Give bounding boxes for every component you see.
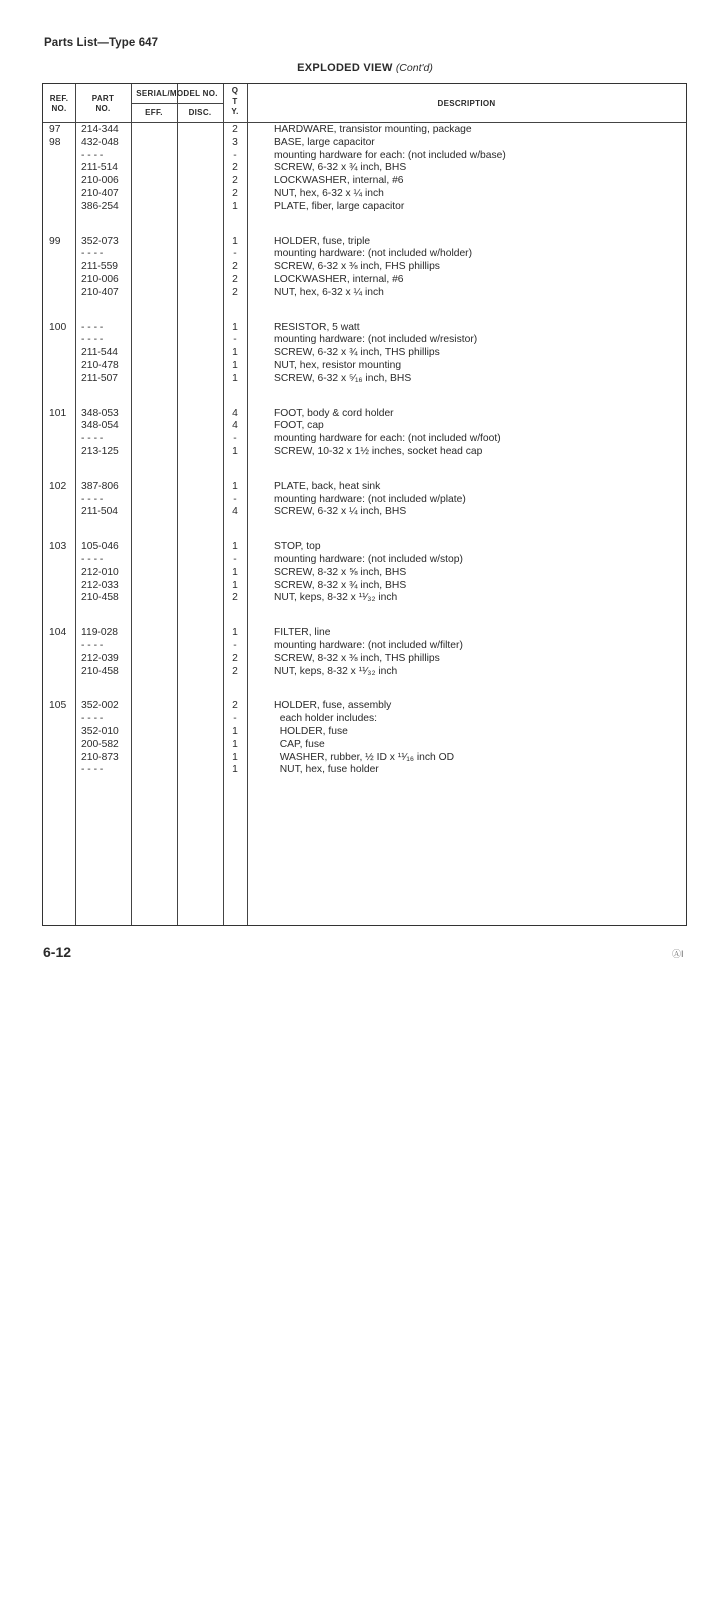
row-description: FILTER, line: [274, 627, 331, 639]
row-description: each holder includes:: [274, 713, 378, 725]
row-qty: 2: [232, 261, 238, 273]
row-qty: -: [233, 149, 237, 161]
row-qty: 1: [232, 235, 238, 247]
header-divider: [43, 122, 686, 123]
col-header-ref: REF. NO.: [49, 94, 69, 113]
row-part-no: - - - -: [81, 493, 104, 505]
row-description: NUT, hex, resistor mounting: [274, 360, 402, 371]
row-part-no: 211-514: [81, 162, 119, 174]
row-part-no: 119-028: [81, 627, 119, 639]
row-description: mounting hardware: (not included w/plate): [274, 493, 466, 505]
row-qty: 3: [232, 136, 238, 148]
row-qty: -: [233, 248, 237, 260]
row-qty: -: [233, 713, 237, 725]
row-qty: 1: [232, 480, 238, 492]
row-qty: 2: [232, 700, 238, 712]
row-part-no: 211-559: [81, 261, 119, 273]
row-qty: -: [233, 433, 237, 445]
column-divider: [75, 84, 76, 925]
row-description: HOLDER, fuse, triple: [274, 235, 371, 247]
row-qty: 1: [232, 751, 238, 763]
row-part-no: 348-053: [81, 407, 119, 419]
publisher-mark: ⒶI: [672, 949, 684, 959]
row-qty: 1: [232, 321, 238, 333]
row-description: WASHER, rubber, ½ ID x ¹¹⁄₁₆ inch OD: [274, 751, 455, 763]
row-qty: 2: [232, 175, 238, 187]
row-part-no: 211-504: [81, 506, 119, 518]
row-part-no: 210-006: [81, 274, 119, 285]
row-ref-no: 97: [49, 124, 61, 135]
row-part-no: - - - -: [81, 554, 104, 565]
row-description: mounting hardware: (not included w/holder): [274, 248, 473, 260]
row-description: SCREW, 8-32 x ⅜ inch, THS phillips: [274, 652, 440, 664]
row-qty: -: [233, 334, 237, 346]
row-description: HOLDER, fuse, assembly: [274, 700, 392, 712]
row-qty: 1: [232, 726, 238, 737]
row-description: SCREW, 8-32 x ¾ inch, BHS: [274, 579, 407, 591]
row-part-no: 212-039: [81, 652, 119, 664]
row-qty: 1: [232, 360, 238, 371]
row-part-no: 210-478: [81, 360, 119, 371]
row-part-no: 210-458: [81, 665, 119, 677]
row-ref-no: 103: [49, 541, 67, 553]
row-ref-no: 104: [49, 627, 67, 639]
row-qty: 4: [232, 407, 238, 419]
row-description: SCREW, 6-32 x ⁵⁄₁₆ inch, BHS: [274, 372, 412, 384]
row-description: SCREW, 6-32 x ¾ inch, THS phillips: [274, 347, 440, 359]
row-part-no: 386-254: [81, 200, 119, 212]
row-description: HARDWARE, transistor mounting, package: [274, 124, 472, 135]
row-part-no: 352-002: [81, 700, 119, 712]
row-ref-no: 98: [49, 136, 61, 148]
row-part-no: 211-507: [81, 372, 119, 384]
row-part-no: 352-010: [81, 726, 119, 737]
col-header-qty: Q T Y.: [231, 86, 239, 116]
row-ref-no: 102: [49, 480, 67, 492]
row-description: PLATE, fiber, large capacitor: [274, 200, 405, 212]
row-description: mounting hardware for each: (not included w/base): [274, 149, 506, 161]
row-part-no: 210-006: [81, 175, 119, 187]
row-qty: 1: [232, 579, 238, 591]
row-part-no: 210-458: [81, 592, 119, 604]
row-ref-no: 99: [49, 235, 61, 247]
col-header-serial: SERIAL/MODEL NO.: [136, 89, 218, 98]
row-qty: 2: [232, 652, 238, 664]
row-description: NUT, hex, fuse holder: [274, 764, 379, 776]
row-part-no: - - - -: [81, 640, 104, 651]
row-part-no: 212-033: [81, 579, 119, 591]
row-part-no: 432-048: [81, 136, 119, 148]
row-description: FOOT, body & cord holder: [274, 407, 394, 419]
column-divider: [131, 84, 132, 925]
row-description: SCREW, 8-32 x ⅝ inch, BHS: [274, 566, 407, 578]
row-description: SCREW, 6-32 x ⅜ inch, FHS phillips: [274, 261, 440, 273]
row-qty: 1: [232, 764, 238, 776]
column-divider: [177, 84, 178, 925]
row-part-no: - - - -: [81, 149, 104, 161]
row-qty: 1: [232, 541, 238, 553]
row-part-no: - - - -: [81, 713, 104, 725]
row-qty: 2: [232, 274, 238, 285]
page-header-title: Parts List—Type 647: [44, 37, 159, 49]
row-description: mounting hardware: (not included w/stop): [274, 554, 463, 565]
row-part-no: - - - -: [81, 248, 104, 260]
row-part-no: 200-582: [81, 738, 119, 750]
row-part-no: 210-873: [81, 751, 119, 763]
page-number: 6-12: [43, 944, 72, 960]
column-divider: [247, 84, 248, 925]
row-description: NUT, keps, 8-32 x ¹¹⁄₃₂ inch: [274, 665, 398, 677]
row-qty: -: [233, 493, 237, 505]
row-part-no: 352-073: [81, 235, 119, 247]
row-qty: 1: [232, 372, 238, 384]
row-part-no: 212-010: [81, 566, 119, 578]
row-part-no: - - - -: [81, 334, 104, 346]
row-part-no: 213-125: [81, 446, 119, 457]
row-description: mounting hardware for each: (not included w/foot): [274, 433, 501, 445]
row-qty: 2: [232, 188, 238, 199]
row-part-no: 211-544: [81, 347, 119, 359]
row-qty: 4: [232, 506, 238, 518]
row-description: STOP, top: [274, 541, 321, 553]
row-qty: 1: [232, 627, 238, 639]
col-header-eff: EFF.: [145, 108, 163, 117]
section-note: (Cont'd): [395, 62, 433, 74]
row-qty: 2: [232, 124, 238, 135]
row-description: LOCKWASHER, internal, #6: [274, 175, 404, 187]
row-qty: -: [233, 554, 237, 565]
column-divider: [223, 84, 224, 925]
row-part-no: - - - -: [81, 321, 104, 333]
row-qty: 1: [232, 200, 238, 212]
parts-table: [42, 83, 687, 926]
row-description: SCREW, 6-32 x ¼ inch, BHS: [274, 506, 407, 518]
row-part-no: - - - -: [81, 764, 104, 776]
row-qty: -: [233, 640, 237, 651]
row-ref-no: 101: [49, 407, 67, 419]
row-description: NUT, hex, 6-32 x ¼ inch: [274, 188, 384, 199]
row-part-no: 210-407: [81, 286, 119, 298]
row-part-no: - - - -: [81, 433, 104, 445]
row-qty: 1: [232, 347, 238, 359]
row-description: SCREW, 10-32 x 1½ inches, socket head cap: [274, 446, 483, 457]
col-header-disc: DISC.: [188, 108, 212, 117]
row-part-no: 214-344: [81, 124, 119, 135]
row-qty: 4: [232, 420, 238, 432]
row-ref-no: 105: [49, 700, 67, 712]
row-description: mounting hardware: (not included w/filter): [274, 640, 463, 651]
row-part-no: 387-806: [81, 480, 119, 492]
section-title: EXPLODED VIEW: [297, 62, 393, 74]
row-description: SCREW, 6-32 x ¾ inch, BHS: [274, 162, 407, 174]
row-qty: 2: [232, 592, 238, 604]
row-description: FOOT, cap: [274, 420, 324, 432]
row-description: RESISTOR, 5 watt: [274, 321, 360, 333]
row-qty: 2: [232, 286, 238, 298]
serial-subheader-divider: [131, 103, 223, 104]
row-qty: 1: [232, 446, 238, 457]
row-part-no: 348-054: [81, 420, 119, 432]
row-description: mounting hardware: (not included w/resistor): [274, 334, 478, 346]
col-header-description: DESCRIPTION: [437, 99, 496, 108]
row-description: NUT, keps, 8-32 x ¹¹⁄₃₂ inch: [274, 592, 398, 604]
row-description: NUT, hex, 6-32 x ¼ inch: [274, 286, 384, 298]
row-description: CAP, fuse: [274, 738, 325, 750]
row-qty: 2: [232, 665, 238, 677]
row-description: HOLDER, fuse: [274, 726, 348, 737]
row-qty: 1: [232, 566, 238, 578]
row-description: PLATE, back, heat sink: [274, 480, 381, 492]
section-heading: [200, 62, 530, 74]
col-header-part: PART NO.: [91, 94, 115, 113]
row-part-no: 210-407: [81, 188, 119, 199]
row-ref-no: 100: [49, 321, 67, 333]
row-qty: 1: [232, 738, 238, 750]
row-description: LOCKWASHER, internal, #6: [274, 274, 404, 285]
row-description: BASE, large capacitor: [274, 136, 375, 148]
row-part-no: 105-046: [81, 541, 119, 553]
row-qty: 2: [232, 162, 238, 174]
